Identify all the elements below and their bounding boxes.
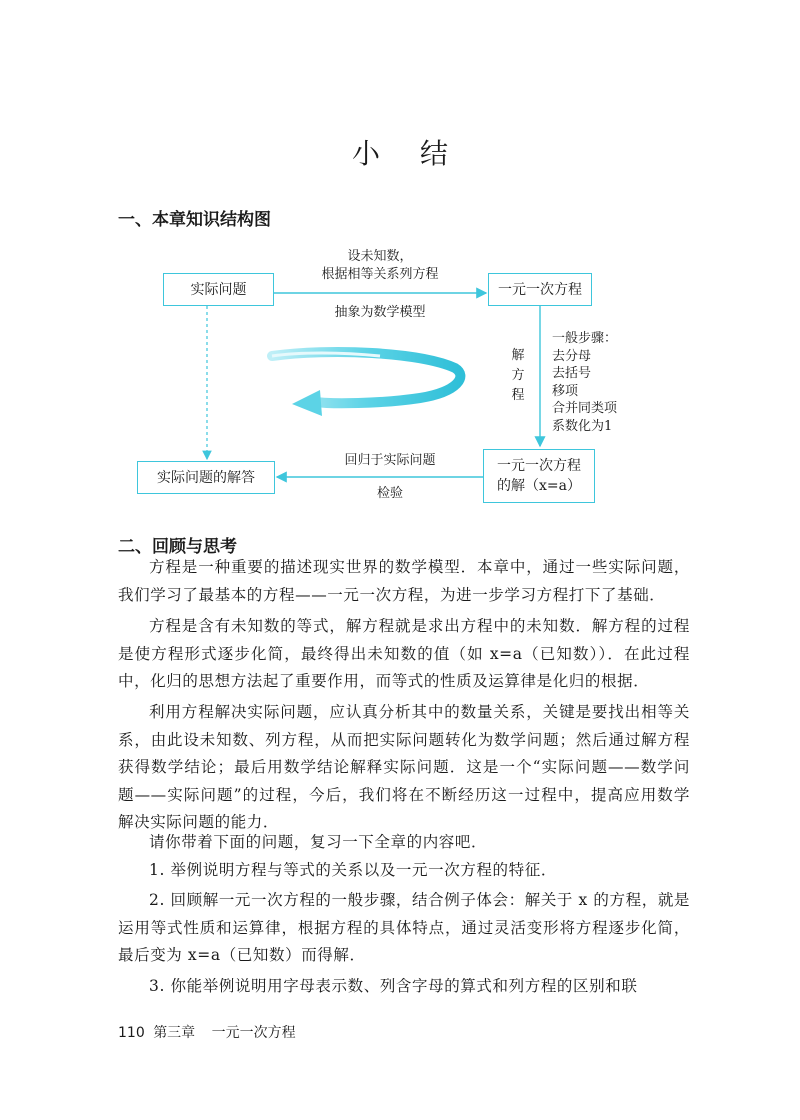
solution-line-2: 的解（x=a） (497, 478, 581, 494)
step-item: 合并同类项 (552, 401, 618, 416)
label-solve-char: 程 (511, 388, 525, 403)
question-item: 1. 举例说明方程与等式的关系以及一元一次方程的特征． (149, 861, 557, 879)
label-setup-line-1: 设未知数， (347, 249, 413, 264)
label-solve-char: 解 (511, 348, 525, 363)
step-item: 移项 (552, 383, 579, 399)
step-item: 去分母 (552, 348, 592, 364)
steps-heading: 一般步骤： (552, 331, 618, 346)
box-equation-solution (483, 449, 595, 503)
step-item: 去括号 (552, 366, 592, 381)
paragraph: 方程是含有未知数的等式，解方程就是求出方程中的未知数．解方程的过程是使方程形式逐步化简，最终得出未知数的值（如 x=a（已知数））．在此过程中，化归的思想方法起了重要作用，而等式的性质及运算律是化归的根据． (118, 617, 690, 690)
solution-line-1: 一元一次方程 (497, 458, 581, 474)
paragraph: 方程是一种重要的描述现实世界的数学模型．本章中，通过一些实际问题，我们学习了最基本的方程——一元一次方程，为进一步学习方程打下了基础． (118, 558, 690, 604)
paragraph: 请你带着下面的问题，复习一下全章的内容吧． (149, 833, 488, 851)
section-heading-review: 二、回顾与思考 (118, 537, 237, 557)
title-char-1: 小 (351, 137, 380, 170)
label-setup (280, 248, 480, 284)
step-item: 系数化为1 (552, 418, 613, 434)
label-setup-line-2: 根据相等关系列方程 (321, 267, 439, 282)
label-solve-char: 方 (511, 368, 525, 383)
cycle-swirl-icon (272, 352, 460, 416)
box-real-problem: 实际问题 (163, 273, 274, 306)
question-item: 2. 回顾解一元一次方程的一般步骤，结合例子体会：解关于 x 的方程，就是运用等式性质和运算律，根据方程的具体特点，通过灵活变形将方程逐步化简，最后变为 x=a（已知数）而得解． (118, 891, 691, 964)
box-linear-equation: 一元一次方程 (488, 273, 592, 306)
chapter-label: 第三章 (153, 1025, 196, 1041)
page-footer (118, 1022, 296, 1042)
label-check: 检验 (376, 486, 403, 501)
label-abstract: 抽象为数学模型 (334, 305, 426, 320)
chapter-title: 一元一次方程 (211, 1025, 296, 1041)
title-char-2: 结 (420, 137, 449, 170)
paragraph: 利用方程解决实际问题，应认真分析其中的数量关系，关键是要找出相等关系，由此设未知数、列方程，从而把实际问题转化为数学问题；然后通过解方程获得数学结论；最后用数学结论解释实际问题．这是一个“实际问题——数学问题——实际问题”的过程，今后，我们将在不断经历这一过程中，提高应用数学解决实际问题的能力． (118, 703, 690, 831)
box-real-answer: 实际问题的解答 (137, 461, 275, 494)
label-solve-equation (508, 346, 528, 406)
page-number: 110 (118, 1025, 145, 1041)
section-heading-structure: 一、本章知识结构图 (118, 210, 271, 230)
question-item: 3. 你能举例说明用字母表示数、列含字母的算式和列方程的区别和联 (149, 977, 638, 995)
label-return-to-problem: 回归于实际问题 (344, 453, 436, 468)
general-steps-list (552, 330, 662, 435)
